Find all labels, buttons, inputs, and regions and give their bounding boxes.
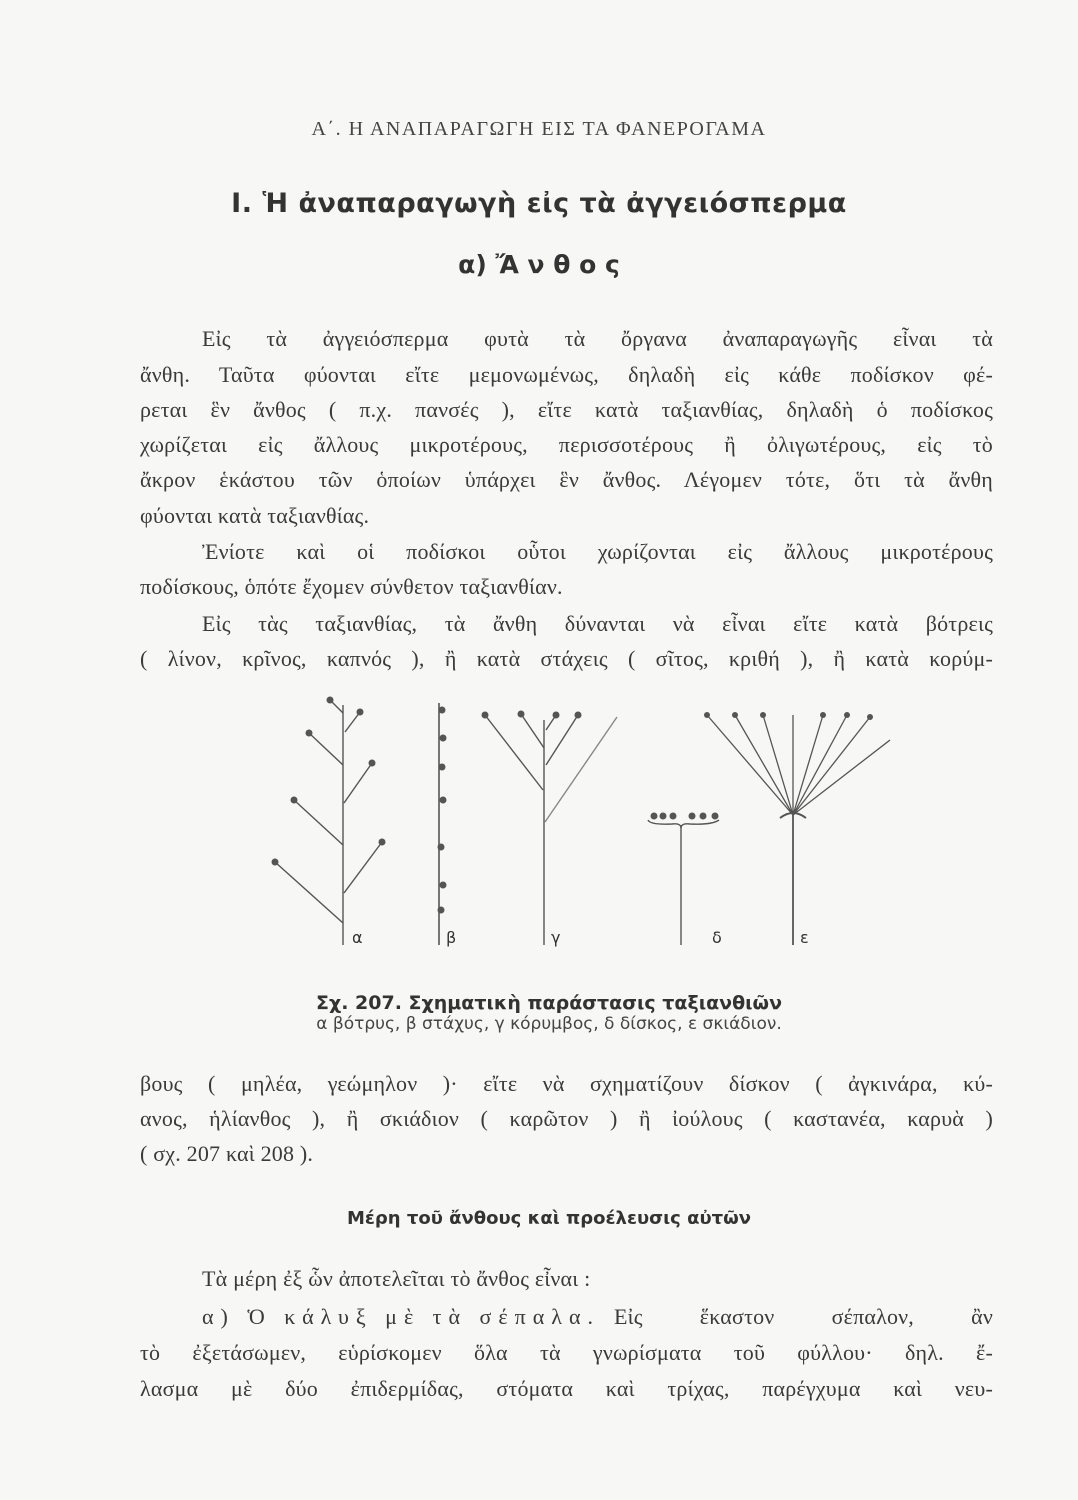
figure-label-alpha: α bbox=[352, 928, 363, 947]
paragraph-text: Εἰς ἕκαστον σέπαλον, ἂν bbox=[613, 1304, 993, 1329]
paragraph-line: ( σχ. 207 καὶ 208 ). bbox=[140, 1141, 314, 1166]
paragraph-lead: α) Ὁ κάλυξ μὲ τὰ σέπαλα. bbox=[202, 1304, 600, 1329]
paragraph-line bbox=[140, 1302, 993, 1332]
paragraph-line: Τὰ μέρη ἐξ ὧν ἀποτελεῖται τὸ ἄνθος εἶναι : bbox=[202, 1266, 591, 1291]
paragraph-line: χωρίζεται εἰς ἄλλους μικροτέρους, περισσοτέρους ἢ ὀλιγωτέρους, εἰς τὸ bbox=[140, 432, 993, 457]
running-head: Α΄. Η ΑΝΑΠΑΡΑΓΩΓΗ ΕΙΣ ΤΑ ΦΑΝΕΡΟΓΑΜΑ bbox=[311, 118, 767, 140]
figure-label-beta: β bbox=[446, 928, 457, 947]
paragraph-line: ἄνθη. Ταῦτα φύονται εἴτε μεμονωμένως, δηλαδὴ εἰς κάθε ποδίσκον φέ- bbox=[140, 362, 993, 387]
corymb-diagram bbox=[485, 714, 617, 945]
paragraph-line: Εἰς τὰς ταξιανθίας, τὰ ἄνθη δύνανται νὰ εἶναι εἴτε κατὰ βότρεις bbox=[202, 611, 993, 636]
paragraph-line: ποδίσκους, ὁπότε ἔχομεν σύνθετον ταξιανθίαν. bbox=[140, 574, 563, 599]
figure-caption-title: Σχ. 207. Σχηματικὴ παράστασις ταξιανθιῶν bbox=[315, 992, 783, 1014]
paragraph-line: βους ( μηλέα, γεώμηλον )· εἴτε νὰ σχηματίζουν δίσκον ( ἀγκινάρα, κύ- bbox=[140, 1071, 993, 1096]
paragraph-line: ρεται ἓν ἄνθος ( π.χ. πανσές ), εἴτε κατὰ ταξιανθίας, δηλαδὴ ὁ ποδίσκος bbox=[140, 397, 993, 422]
paragraph-line: ( λίνον, κρῖνος, καπνός ), ἢ κατὰ στάχεις ( σῖτος, κριθή ), ἢ κατὰ κορύμ- bbox=[140, 646, 993, 671]
paragraph-line: τὸ ἐξετάσωμεν, εὑρίσκομεν ὅλα τὰ γνωρίσματα τοῦ φύλλου· δηλ. ἔ- bbox=[140, 1340, 993, 1365]
paragraph-line: φύονται κατὰ ταξιανθίας. bbox=[140, 503, 370, 528]
paragraph-line: λασμα μὲ δύο ἐπιδερμίδας, στόματα καὶ τρίχας, παρέγχυμα καὶ νευ- bbox=[140, 1376, 993, 1401]
raceme-diagram bbox=[275, 700, 382, 945]
umbel-diagram bbox=[707, 715, 890, 945]
figure-label-delta: δ bbox=[712, 928, 722, 947]
subheading: Μέρη τοῦ ἄνθους καὶ προέλευσις αὐτῶν bbox=[346, 1208, 751, 1229]
paragraph-line: ανος, ἡλίανθος ), ἢ σκιάδιον ( καρῶτον ) ἢ ἰούλους ( καστανέα, καρυὰ ) bbox=[140, 1106, 993, 1131]
figure-caption-legend: α βότρυς, β στάχυς, γ κόρυμβος, δ δίσκος, ε σκιάδιον. bbox=[316, 1014, 782, 1034]
figure-label-epsilon: ε bbox=[800, 928, 809, 947]
paragraph-line: ἄκρον ἑκάστου τῶν ὁποίων ὑπάρχει ἓν ἄνθος. Λέγομεν τότε, ὅτι τὰ ἄνθη bbox=[140, 467, 993, 492]
paragraph-line: Εἰς τὰ ἀγγειόσπερμα φυτὰ τὰ ὄργανα ἀναπαραγωγῆς εἶναι τὰ bbox=[202, 326, 993, 351]
spike-diagram bbox=[438, 703, 447, 945]
disc-diagram bbox=[648, 813, 719, 946]
umbel-flowers bbox=[704, 712, 873, 720]
paragraph-line: Ἐνίοτε καὶ οἱ ποδίσκοι οὗτοι χωρίζονται εἰς ἄλλους μικροτέρους bbox=[202, 539, 993, 564]
section-title: α) Ἄ ν θ ο ς bbox=[458, 250, 620, 279]
chapter-title: I. Ἡ ἀναπαραγωγὴ εἰς τὰ ἀγγειόσπερμα bbox=[231, 188, 847, 219]
corymb-flowers bbox=[482, 711, 582, 719]
raceme-flowers bbox=[272, 697, 386, 866]
figure-label-gamma: γ bbox=[551, 928, 561, 947]
